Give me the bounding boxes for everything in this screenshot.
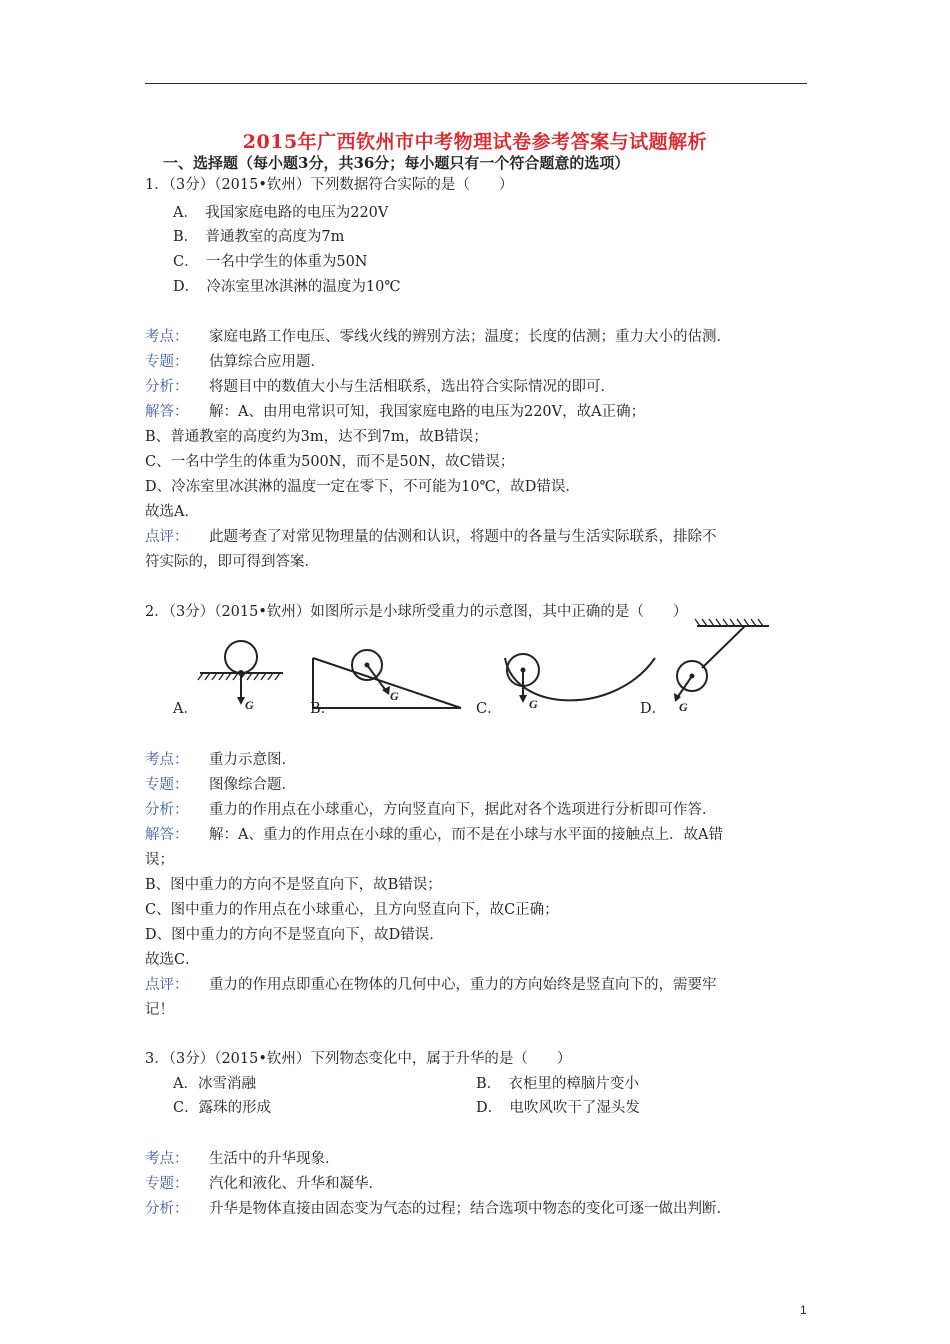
label-zhuanti: 专题：	[145, 354, 189, 370]
q1-option-b: B． 普通教室的高度为7m	[173, 229, 345, 245]
q2-answer-line: C、图中重力的作用点在小球重心，且方向竖直向下，故C正确；	[145, 902, 559, 918]
q1-jieda	[145, 403, 645, 421]
q2-fenxi	[145, 801, 717, 819]
q1-kaodian-text: 家庭电路工作电压、零线火线的辨别方法；温度；长度的估测；重力大小的估测．	[209, 329, 731, 345]
section-heading: 一、选择题（每小题3分，共36分；每小题只有一个符合题意的选项）	[163, 154, 630, 172]
q1-jieda-text: 解：A、由用电常识可知，我国家庭电路的电压为220V，故A正确；	[209, 404, 646, 420]
label-kaodian: 考点：	[145, 1151, 189, 1167]
label-fenxi: 分析：	[145, 379, 189, 395]
q1-option-c: C． 一名中学生的体重为50N	[173, 254, 368, 270]
label-dianping: 点评：	[145, 529, 189, 545]
q2-option-d: D．	[640, 701, 667, 717]
label-fenxi: 分析：	[145, 1201, 189, 1217]
label-jieda: 解答：	[145, 404, 189, 420]
gravity-label: G	[245, 698, 254, 712]
q3-option-b: B． 衣柜里的樟脑片变小	[476, 1076, 639, 1092]
header-rule	[145, 83, 807, 84]
q1-dianping-text: 此题考查了对常见物理量的估测和认识，将题中的各量与生活实际联系，排除不	[209, 529, 717, 545]
q2-jieda-text: 解：A、重力的作用点在小球的重心，而不是在小球与水平面的接触点上．故A错	[209, 827, 723, 843]
gravity-label: G	[529, 697, 538, 711]
q1-answer-line: 故选A．	[145, 504, 199, 520]
q2-dianping-text: 重力的作用点即重心在物体的几何中心，重力的方向始终是竖直向下的，需要牢	[209, 977, 717, 993]
label-kaodian: 考点：	[145, 329, 189, 345]
gravity-label: G	[679, 700, 688, 714]
q3-zhuanti-text: 汽化和液化、升华和凝华．	[209, 1176, 383, 1192]
q2-answer-line: B、图中重力的方向不是竖直向下，故B错误；	[145, 877, 442, 893]
q2-zhuanti	[145, 776, 296, 794]
q2-stem: 2．（3分）（2015•钦州）如图所示是小球所受重力的示意图，其中正确的是（ ）	[145, 604, 688, 620]
q2-jieda-cont: 误；	[145, 852, 174, 868]
q1-answer-line: D、冷冻室里冰淇淋的温度一定在零下，不可能为10℃，故D错误．	[145, 479, 580, 495]
label-zhuanti: 专题：	[145, 777, 189, 793]
q2-answer-line: 故选C．	[145, 952, 200, 968]
label-kaodian: 考点：	[145, 752, 189, 768]
label-dianping: 点评：	[145, 977, 189, 993]
q2-fenxi-text: 重力的作用点在小球重心，方向竖直向下，据此对各个选项进行分析即可作答．	[209, 802, 717, 818]
q1-zhuanti	[145, 353, 325, 371]
page-number: 1	[800, 1303, 807, 1317]
q2-dianping-cont: 记！	[145, 1002, 174, 1018]
label-fenxi: 分析：	[145, 802, 189, 818]
q1-answer-line: B、普通教室的高度约为3m，达不到7m，故B错误；	[145, 429, 488, 445]
q2-option-b: B．	[310, 701, 336, 717]
q2-option-c: C．	[476, 701, 502, 717]
q2-jieda	[145, 826, 723, 844]
q3-fenxi-text: 升华是物体直接由固态变为气态的过程；结合选项中物态的变化可逐一做出判断．	[209, 1201, 731, 1217]
gravity-figures	[165, 618, 785, 723]
q3-option-c: C．露珠的形成	[173, 1100, 272, 1116]
q1-stem: 1．（3分）（2015•钦州）下列数据符合实际的是（ ）	[145, 177, 514, 193]
document-title: 2015年广西钦州市中考物理试卷参考答案与试题解析	[242, 131, 708, 153]
label-zhuanti: 专题：	[145, 1176, 189, 1192]
q2-kaodian-text: 重力示意图．	[209, 752, 296, 768]
q3-option-a: A．冰雪消融	[173, 1076, 256, 1092]
q3-fenxi	[145, 1200, 731, 1218]
q1-option-a: A． 我国家庭电路的电压为220V	[173, 205, 389, 221]
q3-stem: 3．（3分）（2015•钦州）下列物态变化中，属于升华的是（ ）	[145, 1051, 572, 1067]
gravity-label: G	[390, 689, 399, 703]
q1-dianping-cont: 符实际的，即可得到答案．	[145, 554, 319, 570]
q1-zhuanti-text: 估算综合应用题．	[209, 354, 325, 370]
label-jieda: 解答：	[145, 827, 189, 843]
q3-kaodian	[145, 1150, 340, 1168]
q2-kaodian	[145, 751, 296, 769]
q3-option-d: D． 电吹风吹干了湿头发	[476, 1100, 640, 1116]
q1-fenxi-text: 将题目中的数值大小与生活相联系，选出符合实际情况的即可．	[209, 379, 615, 395]
q1-answer-line: C、一名中学生的体重为500N，而不是50N，故C错误；	[145, 454, 515, 470]
q2-option-a: A．	[173, 701, 198, 717]
q1-dianping	[145, 528, 717, 546]
q1-kaodian	[145, 328, 731, 346]
q1-fenxi	[145, 378, 615, 396]
q3-kaodian-text: 生活中的升华现象．	[209, 1151, 340, 1167]
q3-zhuanti	[145, 1175, 383, 1193]
q1-option-d: D． 冷冻室里冰淇淋的温度为10℃	[173, 279, 401, 295]
q2-answer-line: D、图中重力的方向不是竖直向下，故D错误．	[145, 927, 444, 943]
q2-zhuanti-text: 图像综合题．	[209, 777, 296, 793]
q2-dianping	[145, 976, 717, 994]
